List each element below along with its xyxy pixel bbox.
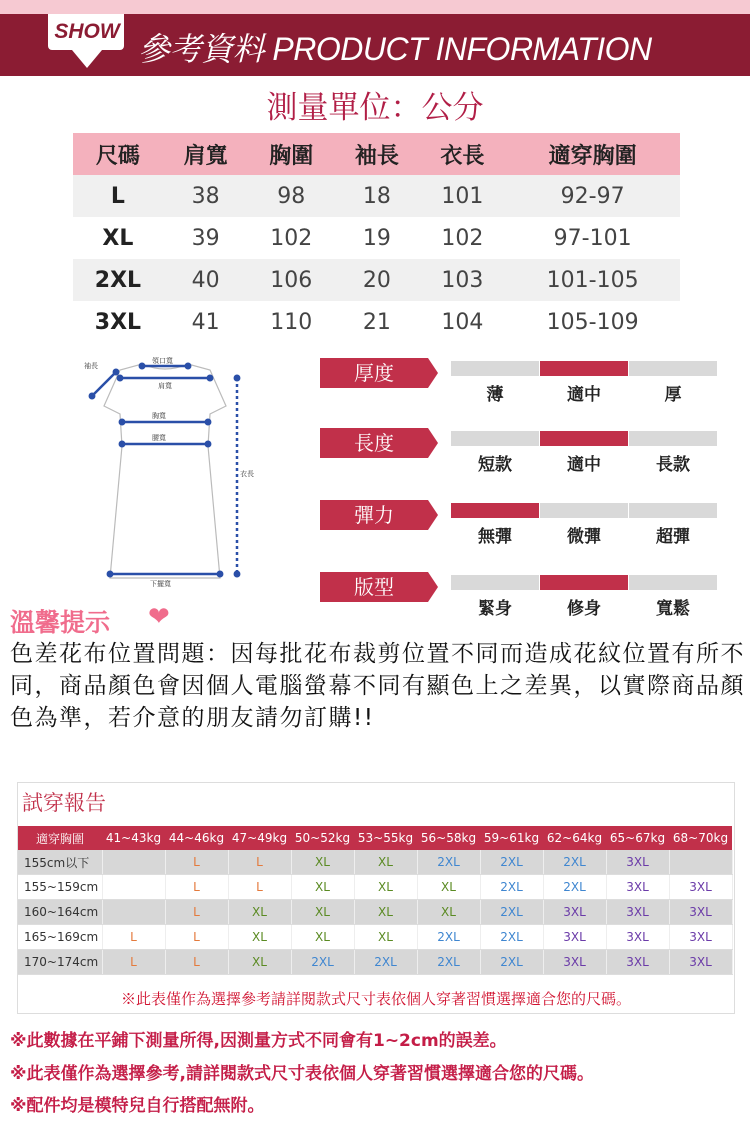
size-cell: 18	[334, 175, 420, 217]
diagram-label-waist: 腰寬	[152, 434, 166, 442]
fit-report-note: ※此表僅作為選擇參考請詳閱款式尺寸表依個人穿著習慣選擇適合您的尺碼。	[120, 990, 631, 1008]
fit-size-cell: 3XL	[669, 875, 732, 900]
fit-size-cell: L	[165, 850, 228, 875]
fit-col-header: 53~55kg	[354, 826, 417, 850]
fit-size-cell: XL	[354, 875, 417, 900]
attribute-level-segment	[629, 361, 717, 376]
size-table	[73, 133, 680, 343]
attribute-option: 修身	[567, 599, 601, 619]
size-cell: 97-101	[505, 217, 680, 259]
size-row	[73, 217, 680, 259]
size-col-header: 適穿胸圍	[505, 133, 680, 175]
fit-size-cell: L	[102, 925, 165, 950]
measurement-unit: 測量單位：公分	[266, 90, 484, 126]
fit-col-header: 59~61kg	[480, 826, 543, 850]
fit-size-cell: L	[228, 850, 291, 875]
diagram-label-neck: 領口寬	[152, 357, 173, 365]
size-cell: 110	[248, 301, 334, 343]
attribute-option: 緊身	[478, 599, 512, 619]
fit-size-cell: XL	[228, 950, 291, 975]
fit-size-cell: 2XL	[480, 900, 543, 925]
fit-col-header: 47~49kg	[228, 826, 291, 850]
fit-size-cell: XL	[417, 875, 480, 900]
fit-report-table	[18, 826, 733, 975]
fit-size-cell	[669, 850, 732, 875]
size-cell: 101	[420, 175, 506, 217]
fit-row	[18, 950, 732, 975]
footnote-accessories: ※配件均是模特兒自行搭配無附。	[10, 1096, 265, 1116]
attribute-label: 長度	[320, 428, 428, 458]
fit-size-cell: 2XL	[354, 950, 417, 975]
fit-size-cell: XL	[228, 900, 291, 925]
fit-size-cell: XL	[291, 925, 354, 950]
fit-size-cell: XL	[354, 850, 417, 875]
attribute-level-segment	[540, 361, 628, 376]
size-cell: 103	[420, 259, 506, 301]
fit-col-header: 62~64kg	[543, 826, 606, 850]
fit-size-cell: 3XL	[606, 900, 669, 925]
size-cell: 19	[334, 217, 420, 259]
attribute-option: 厚	[664, 385, 682, 405]
fit-col-header: 50~52kg	[291, 826, 354, 850]
size-cell: 40	[163, 259, 249, 301]
fit-size-cell: 2XL	[480, 950, 543, 975]
size-cell: 102	[248, 217, 334, 259]
diagram-label-shoulder: 肩寬	[158, 382, 172, 390]
height-label: 170~174cm	[18, 950, 102, 975]
fit-size-cell: 3XL	[606, 875, 669, 900]
fit-size-cell: 2XL	[480, 925, 543, 950]
show-label: SHOW	[54, 20, 120, 43]
attribute-label: 版型	[320, 572, 428, 602]
fit-size-cell: XL	[417, 900, 480, 925]
size-table-header	[73, 133, 680, 175]
top-stripe	[0, 0, 750, 14]
fit-size-cell: 3XL	[606, 950, 669, 975]
fit-size-cell: XL	[291, 850, 354, 875]
show-pointer-icon	[72, 50, 102, 68]
fit-size-cell: XL	[354, 925, 417, 950]
size-cell: 92-97	[505, 175, 680, 217]
fit-size-cell: XL	[228, 925, 291, 950]
fit-size-cell: XL	[354, 900, 417, 925]
fit-size-cell: 2XL	[417, 925, 480, 950]
height-label: 155~159cm	[18, 875, 102, 900]
diagram-label-hem: 下擺寬	[150, 580, 171, 588]
size-cell: 106	[248, 259, 334, 301]
attribute-option: 微彈	[567, 527, 601, 547]
attribute-option: 長款	[656, 455, 690, 475]
fit-size-cell: L	[165, 900, 228, 925]
attribute-label: 彈力	[320, 500, 428, 530]
attribute-level-segment	[451, 361, 539, 376]
fit-size-cell: 2XL	[291, 950, 354, 975]
size-cell: 105-109	[505, 301, 680, 343]
footnote-reference: ※此表僅作為選擇參考,請詳閱款式尺寸表依個人穿著習慣選擇適合您的尺碼。	[10, 1064, 594, 1084]
fit-report-title: 試穿報告	[22, 791, 106, 815]
size-row	[73, 301, 680, 343]
dress-measurement-diagram	[80, 356, 254, 588]
fit-row	[18, 925, 732, 950]
fit-size-cell: 3XL	[669, 950, 732, 975]
attribute-option: 寬鬆	[656, 599, 690, 619]
diagram-label-sleeve: 袖長	[84, 362, 98, 370]
fit-size-cell: 3XL	[543, 925, 606, 950]
attribute-level-segment	[451, 575, 539, 590]
fit-size-cell	[102, 875, 165, 900]
diagram-label-length: 衣長	[240, 470, 254, 478]
fit-col-header: 65~67kg	[606, 826, 669, 850]
size-cell: 41	[163, 301, 249, 343]
attribute-level-segment	[629, 575, 717, 590]
fit-size-cell: 2XL	[417, 850, 480, 875]
arrow-right-icon	[428, 358, 438, 388]
height-label: 160~164cm	[18, 900, 102, 925]
size-cell: 20	[334, 259, 420, 301]
height-label: 155cm以下	[18, 850, 102, 875]
fit-size-cell: XL	[291, 900, 354, 925]
attribute-option: 適中	[567, 455, 601, 475]
size-col-header: 肩寬	[163, 133, 249, 175]
fit-size-cell: 3XL	[669, 925, 732, 950]
fit-col-header: 56~58kg	[417, 826, 480, 850]
arrow-right-icon	[428, 500, 438, 530]
size-cell: 98	[248, 175, 334, 217]
fit-size-cell: 3XL	[543, 900, 606, 925]
attribute-option: 短款	[478, 455, 512, 475]
height-label: 165~169cm	[18, 925, 102, 950]
fit-report-body	[18, 850, 732, 975]
banner-title: 參考資料 PRODUCT INFORMATION	[138, 31, 652, 67]
attribute-level-segment	[629, 431, 717, 446]
attribute-option: 薄	[486, 385, 504, 405]
size-cell: 38	[163, 175, 249, 217]
size-cell: 101-105	[505, 259, 680, 301]
fit-size-cell: 3XL	[606, 925, 669, 950]
fit-size-cell: 2XL	[417, 950, 480, 975]
size-table-body	[73, 175, 680, 343]
fit-size-cell	[102, 850, 165, 875]
size-label: 2XL	[73, 259, 163, 301]
fit-row	[18, 875, 732, 900]
attribute-level-segment	[540, 503, 628, 518]
fit-size-cell: 3XL	[606, 850, 669, 875]
size-cell: 21	[334, 301, 420, 343]
attribute-option: 無彈	[478, 527, 512, 547]
fit-row	[18, 900, 732, 925]
attribute-level-segment	[629, 503, 717, 518]
footnote-measurement: ※此數據在平鋪下測量所得,因測量方式不同會有1~2cm的誤差。	[10, 1031, 507, 1051]
notice-body: 色差花布位置問題：因每批花布裁剪位置不同而造成花紋位置有所不同，商品顏色會因個人電腦螢幕不同有顯色上之差異，以實際商品顏色為準，若介意的朋友請勿訂購!!	[10, 641, 745, 731]
size-col-header: 尺碼	[73, 133, 163, 175]
fit-size-cell: XL	[291, 875, 354, 900]
arrow-right-icon	[428, 428, 438, 458]
size-cell: 102	[420, 217, 506, 259]
fit-col-header: 41~43kg	[102, 826, 165, 850]
fit-size-cell: 2XL	[543, 850, 606, 875]
fit-size-cell: 2XL	[543, 875, 606, 900]
attribute-level-segment	[540, 575, 628, 590]
attribute-option: 適中	[567, 385, 601, 405]
fit-row	[18, 850, 732, 875]
size-cell: 39	[163, 217, 249, 259]
size-label: 3XL	[73, 301, 163, 343]
fit-size-cell: 2XL	[480, 875, 543, 900]
size-cell: 104	[420, 301, 506, 343]
arrow-right-icon	[428, 572, 438, 602]
size-col-header: 胸圍	[248, 133, 334, 175]
fit-size-cell: L	[102, 950, 165, 975]
size-row	[73, 259, 680, 301]
fit-col-header: 適穿胸圍	[18, 826, 102, 850]
size-row	[73, 175, 680, 217]
size-label: XL	[73, 217, 163, 259]
fit-size-cell: L	[165, 925, 228, 950]
size-col-header: 衣長	[420, 133, 506, 175]
notice-title: 溫馨提示	[10, 608, 111, 637]
fit-col-header: 68~70kg	[669, 826, 732, 850]
fit-size-cell	[102, 900, 165, 925]
attribute-label: 厚度	[320, 358, 428, 388]
fit-size-cell: 3XL	[543, 950, 606, 975]
heart-icon: ❤	[148, 602, 170, 632]
fit-report-header	[18, 826, 732, 850]
fit-size-cell: 2XL	[480, 850, 543, 875]
diagram-label-chest: 胸寬	[152, 412, 166, 420]
fit-size-cell: 3XL	[669, 900, 732, 925]
attribute-level-segment	[540, 431, 628, 446]
fit-size-cell: L	[165, 875, 228, 900]
attribute-level-segment	[451, 431, 539, 446]
fit-size-cell: L	[228, 875, 291, 900]
size-label: L	[73, 175, 163, 217]
size-col-header: 袖長	[334, 133, 420, 175]
fit-size-cell: L	[165, 950, 228, 975]
fit-col-header: 44~46kg	[165, 826, 228, 850]
attribute-option: 超彈	[656, 527, 690, 547]
attribute-level-segment	[451, 503, 539, 518]
